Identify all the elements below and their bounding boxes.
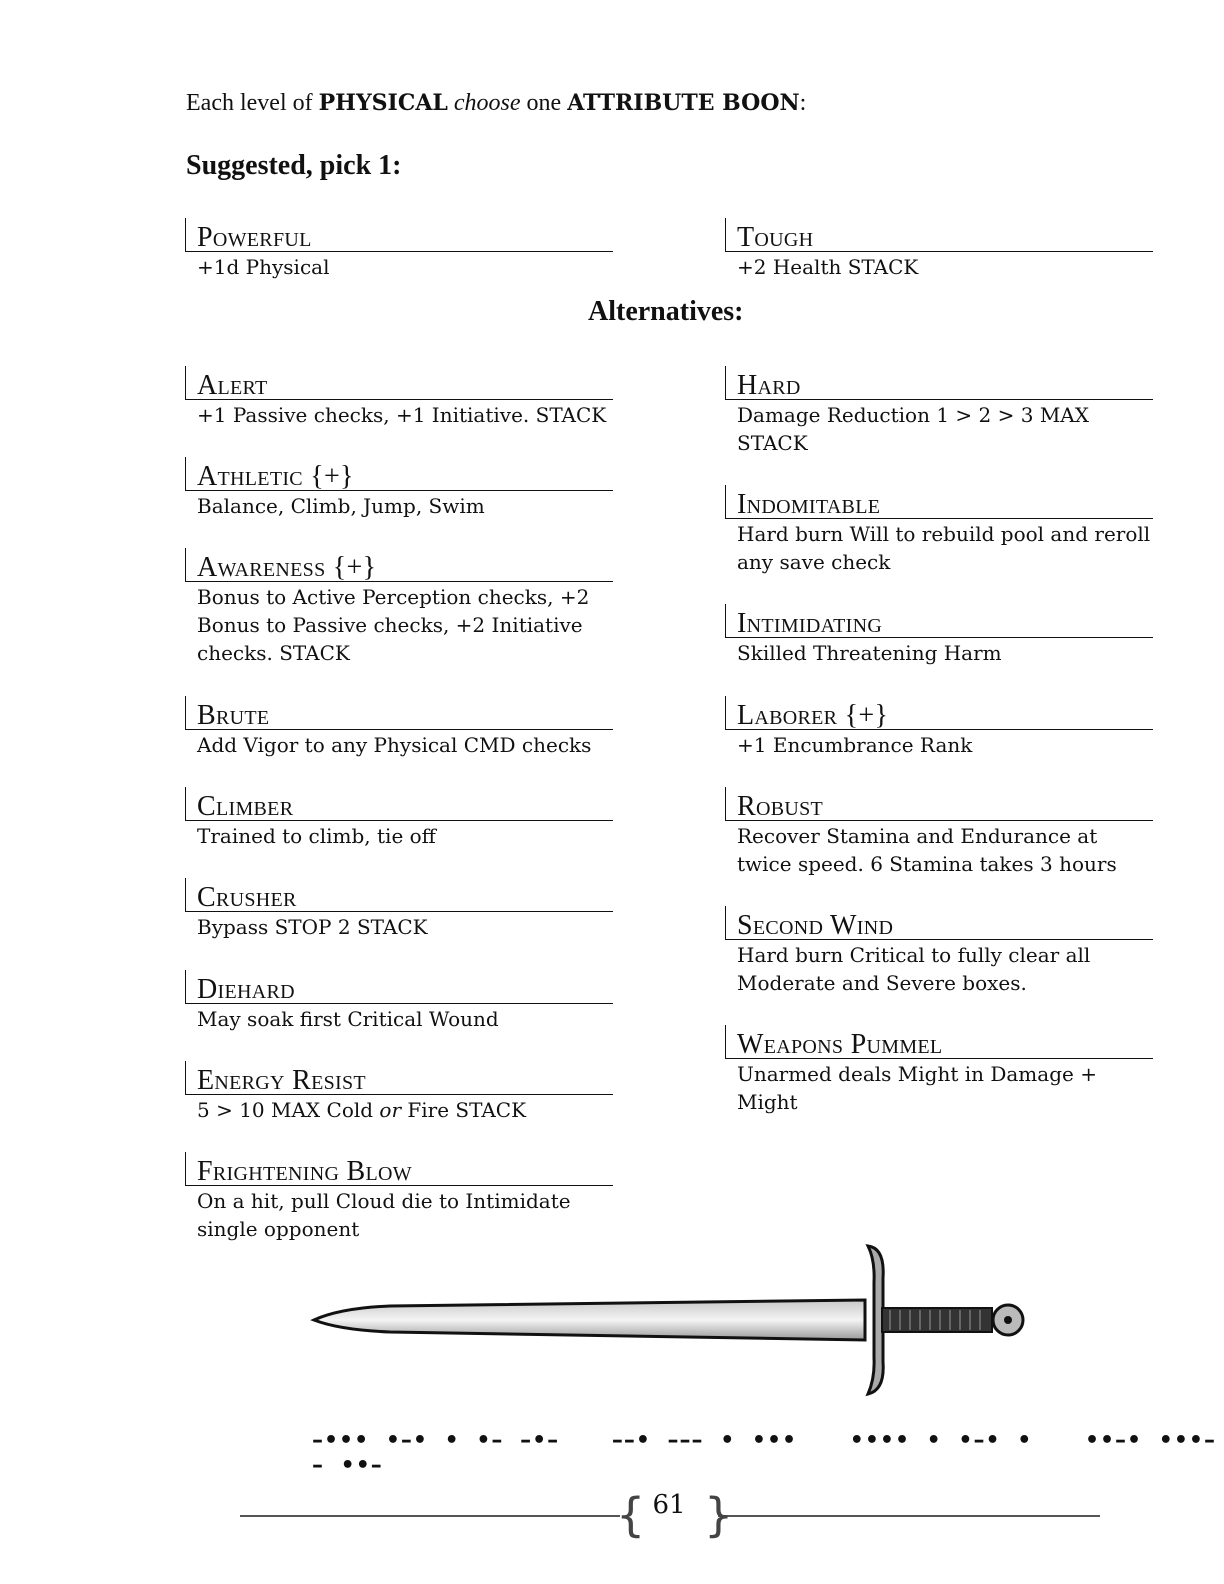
boon-entry bbox=[185, 878, 613, 941]
boon-title: Frightening Blow bbox=[185, 1152, 613, 1186]
footer-divider bbox=[240, 1515, 620, 1517]
boon-entry bbox=[725, 906, 1153, 997]
intro-italic: choose bbox=[447, 90, 521, 116]
boon-description: May soak first Critical Wound bbox=[197, 1007, 499, 1031]
boon-title: Indomitable bbox=[725, 485, 1153, 519]
page-number: 61 bbox=[652, 1490, 686, 1520]
boon-description: Damage Reduction 1 > 2 > 3 MAX STACK bbox=[737, 403, 1089, 455]
intro-text bbox=[186, 90, 806, 117]
left-brace-icon: { bbox=[616, 1488, 646, 1542]
boon-title: Second Wind bbox=[725, 906, 1153, 940]
boon-entry bbox=[725, 787, 1153, 878]
boon-description: Recover Stamina and Endurance at twice speed. 6 Stamina takes 3 hours bbox=[737, 824, 1117, 876]
boon-title: Awareness {+} bbox=[185, 548, 613, 582]
boon-title: Laborer {+} bbox=[725, 696, 1153, 730]
boon-description: +2 Health STACK bbox=[737, 255, 919, 279]
boon-entry bbox=[725, 485, 1153, 576]
boon-description: Add Vigor to any Physical CMD checks bbox=[197, 733, 592, 757]
intro-part: : bbox=[799, 90, 807, 116]
boon-description: Unarmed deals Might in Damage + Might bbox=[737, 1062, 1097, 1114]
boon-description: On a hit, pull Cloud die to Intimidate single opponent bbox=[197, 1189, 571, 1241]
morse-word: ••–• •••– – ••– bbox=[312, 1428, 1216, 1478]
boon-entry bbox=[185, 1061, 613, 1124]
boon-title: Energy Resist bbox=[185, 1061, 613, 1095]
boon-title: Hard bbox=[725, 366, 1153, 400]
boon-title: Crusher bbox=[185, 878, 613, 912]
boon-title: Powerful bbox=[185, 218, 613, 252]
boon-description: Bypass STOP 2 STACK bbox=[197, 915, 428, 939]
right-brace-icon: } bbox=[704, 1488, 734, 1542]
boon-entry bbox=[185, 548, 613, 667]
boon-title: Athletic {+} bbox=[185, 457, 613, 491]
boon-description: +1 Encumbrance Rank bbox=[737, 733, 973, 757]
boon-title: Intimidating bbox=[725, 604, 1153, 638]
boon-entry bbox=[725, 366, 1153, 457]
boon-description: Hard burn Critical to fully clear all Moderate and Severe boxes. bbox=[737, 943, 1091, 995]
boon-entry bbox=[185, 1152, 613, 1243]
morse-word: •••• • •–• • bbox=[849, 1428, 1033, 1453]
footer-divider bbox=[718, 1515, 1100, 1517]
boon-title: Robust bbox=[725, 787, 1153, 821]
boon-description: Hard burn Will to rebuild pool and reroll any save check bbox=[737, 522, 1151, 574]
intro-bold: ATTRIBUTE BOON bbox=[567, 90, 800, 116]
boon-title: Diehard bbox=[185, 970, 613, 1004]
boon-entry bbox=[725, 218, 1153, 281]
suggested-heading: Suggested, pick 1: bbox=[186, 150, 402, 181]
intro-bold: PHYSICAL bbox=[318, 90, 448, 116]
boon-description: Bonus to Active Perception checks, +2 Bonus to Passive checks, +2 Initiative checks. STACK bbox=[197, 585, 590, 665]
boon-title: Climber bbox=[185, 787, 613, 821]
boon-description: +1d Physical bbox=[197, 255, 330, 279]
boon-entry bbox=[185, 970, 613, 1033]
boon-description: Skilled Threatening Harm bbox=[737, 641, 1002, 665]
boon-entry bbox=[185, 218, 613, 281]
morse-word: –••• •–• • •– –•– bbox=[312, 1428, 560, 1453]
boon-description: Balance, Climb, Jump, Swim bbox=[197, 494, 485, 518]
morse-code bbox=[312, 1428, 1224, 1478]
boon-title: Brute bbox=[185, 696, 613, 730]
boon-description: 5 > 10 MAX Cold or Fire STACK bbox=[197, 1098, 527, 1122]
boon-entry bbox=[725, 696, 1153, 759]
boon-entry bbox=[185, 787, 613, 850]
morse-word: ––• ––– • ••• bbox=[611, 1428, 798, 1453]
boon-description: +1 Passive checks, +1 Initiative. STACK bbox=[197, 403, 607, 427]
boon-title: Weapons Pummel bbox=[725, 1025, 1153, 1059]
boon-entry bbox=[185, 366, 613, 429]
alternatives-heading: Alternatives: bbox=[588, 296, 744, 327]
boon-entry bbox=[185, 696, 613, 759]
boon-entry bbox=[185, 457, 613, 520]
boon-description: Trained to climb, tie off bbox=[197, 824, 436, 848]
sword-illustration bbox=[300, 1238, 1040, 1403]
boon-entry bbox=[725, 604, 1153, 667]
boon-title: Alert bbox=[185, 366, 613, 400]
boon-entry bbox=[725, 1025, 1153, 1116]
intro-part: Each level of bbox=[186, 90, 319, 116]
boon-title: Tough bbox=[725, 218, 1153, 252]
intro-part: one bbox=[520, 90, 568, 116]
